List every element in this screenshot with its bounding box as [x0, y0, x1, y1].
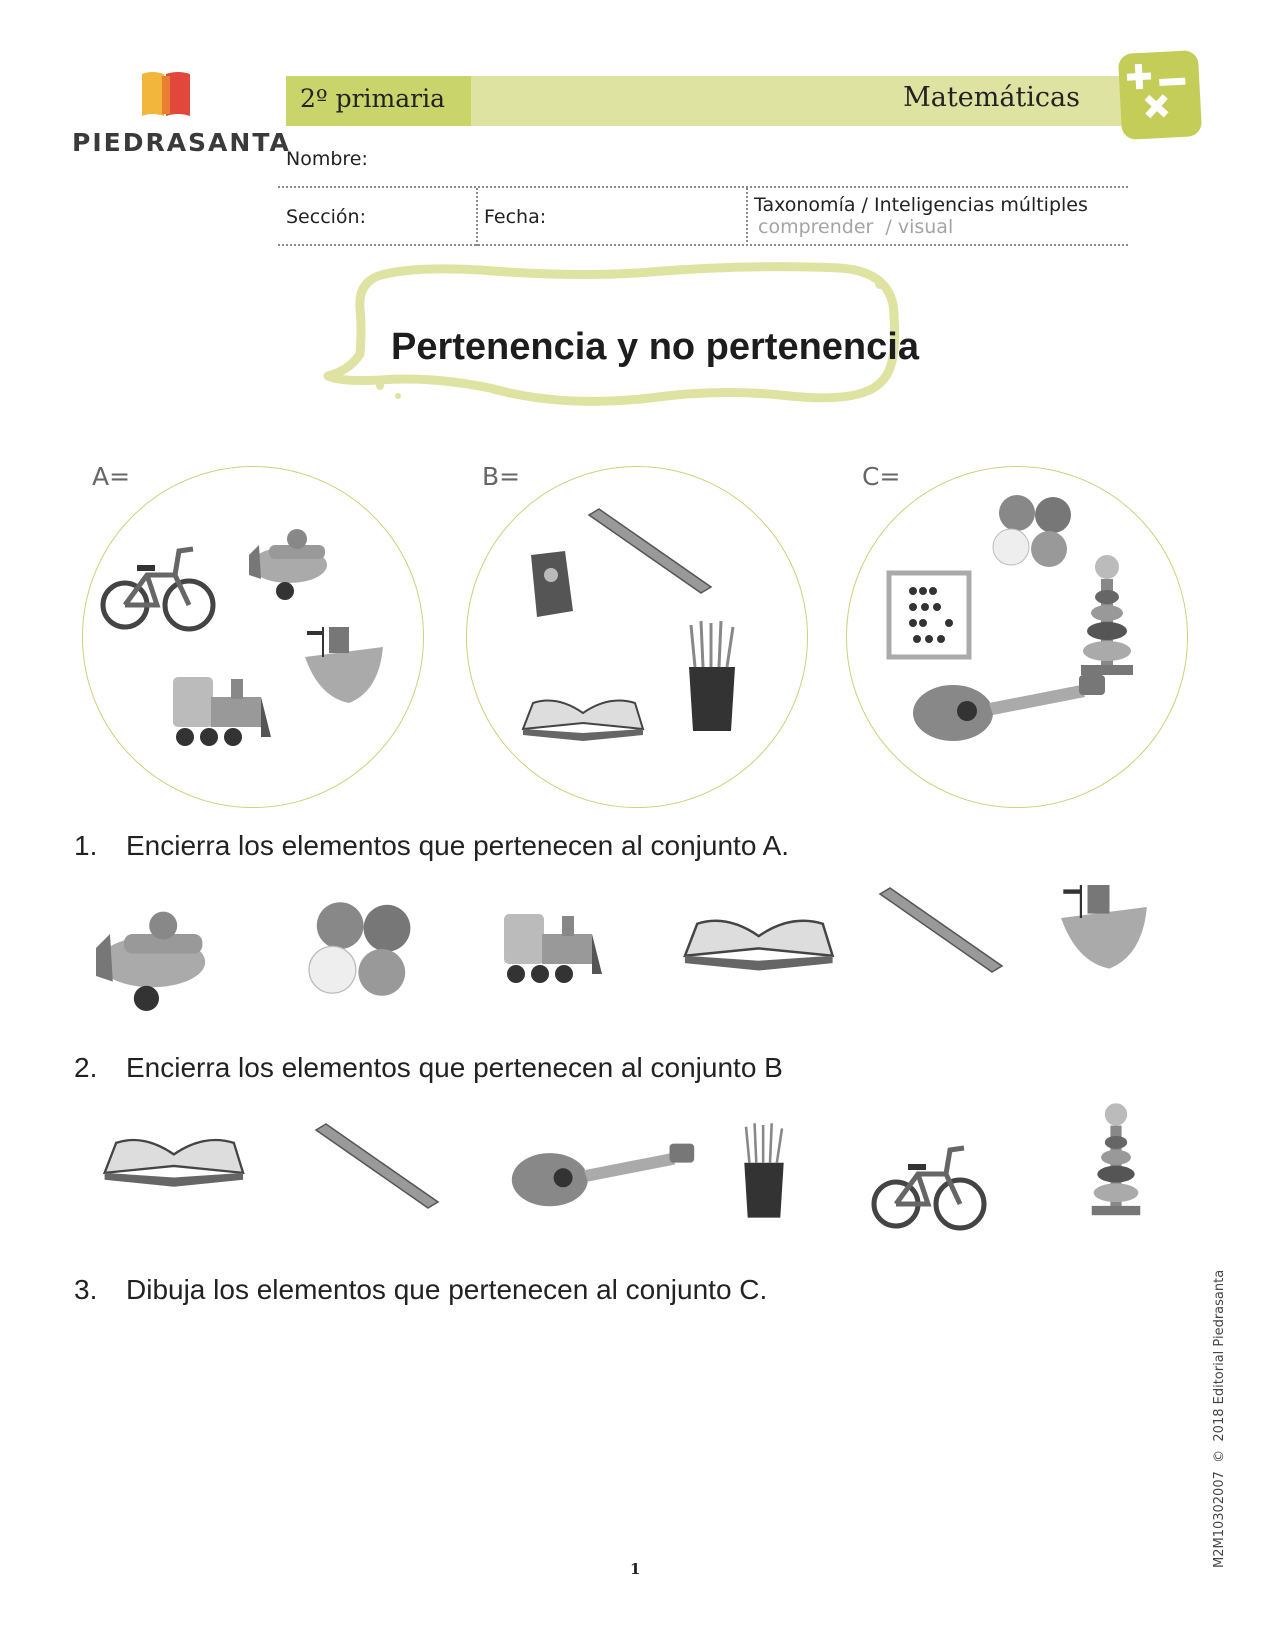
- subject-label: Matemáticas: [903, 82, 1080, 113]
- set-b-label: B=: [482, 462, 521, 491]
- option-paint-pots[interactable]: [296, 894, 436, 1024]
- option-guitar[interactable]: [508, 1136, 648, 1266]
- question-number: 3.: [74, 1274, 98, 1305]
- grade-label: 2º primaria: [300, 84, 446, 113]
- set-a-label: A=: [92, 462, 131, 491]
- operations-badge: [1118, 50, 1202, 140]
- ruler-icon: [312, 1122, 442, 1212]
- airplane-icon: [239, 515, 339, 605]
- bicycle-icon: [97, 537, 217, 637]
- book-icon: [519, 687, 649, 747]
- question-2: [74, 1052, 783, 1084]
- page-title: Pertenencia y no pertenencia: [391, 326, 919, 368]
- question-1: [74, 830, 789, 862]
- taxonomy-value: comprender / visual: [758, 216, 954, 238]
- taxonomy-label: Taxonomía / Inteligencias múltiples: [754, 194, 1088, 216]
- name-label: Nombre:: [286, 148, 368, 170]
- ruler-icon: [585, 507, 715, 597]
- pencil-cup-icon: [734, 1118, 794, 1228]
- question-text: Encierra los elementos que pertenecen al conjunto B: [126, 1052, 783, 1083]
- option-airplane[interactable]: [82, 890, 222, 1020]
- boat-icon: [1054, 874, 1154, 984]
- section-label: Sección:: [286, 206, 366, 228]
- set-a-circle: [82, 466, 424, 808]
- set-b-circle: [466, 466, 808, 808]
- option-pencil-cup[interactable]: [734, 1118, 874, 1248]
- paint-pots-icon: [983, 491, 1083, 571]
- sharpener-icon: [521, 545, 581, 625]
- question-text: Dibuja los elementos que pertenecen al conjunto C.: [126, 1274, 768, 1305]
- option-book[interactable]: [100, 1124, 240, 1254]
- book-icon: [100, 1124, 250, 1194]
- option-ruler[interactable]: [876, 886, 1016, 1016]
- book-logo-icon: [140, 68, 192, 120]
- name-input[interactable]: [380, 140, 1120, 180]
- date-input[interactable]: [552, 196, 742, 240]
- ring-stacker-icon: [1088, 1100, 1144, 1224]
- book-icon: [680, 904, 840, 978]
- brand-name: PIEDRASANTA: [72, 128, 291, 157]
- question-number: 2.: [74, 1052, 98, 1083]
- pencil-cup-icon: [677, 619, 747, 739]
- divider: [476, 188, 478, 246]
- train-icon: [165, 667, 275, 757]
- option-ring-stacker[interactable]: [1088, 1100, 1228, 1230]
- boat-icon: [299, 617, 389, 717]
- question-text: Encierra los elementos que pertenecen al conjunto A.: [126, 830, 790, 861]
- option-boat[interactable]: [1054, 874, 1194, 1004]
- airplane-icon: [82, 890, 222, 1020]
- drawing-area[interactable]: [74, 1320, 1154, 1540]
- train-icon: [496, 904, 606, 994]
- divider: [278, 244, 1128, 246]
- bicycle-icon: [868, 1136, 988, 1236]
- question-3: [74, 1274, 767, 1306]
- abacus-icon: [883, 567, 983, 667]
- plus-minus-times-icon: [1118, 50, 1202, 140]
- brand-logo: [140, 68, 192, 120]
- ruler-icon: [876, 886, 1006, 976]
- date-label: Fecha:: [484, 206, 547, 228]
- option-ruler[interactable]: [312, 1122, 452, 1252]
- question-number: 1.: [74, 830, 98, 861]
- divider: [746, 188, 748, 246]
- section-input[interactable]: [372, 196, 472, 240]
- option-book[interactable]: [680, 904, 820, 1034]
- divider: [278, 186, 1128, 188]
- guitar-icon: [508, 1136, 698, 1212]
- page-number: 1: [630, 1560, 641, 1578]
- option-bicycle[interactable]: [868, 1136, 1008, 1266]
- ring-stacker-icon: [1077, 553, 1137, 683]
- option-train[interactable]: [496, 904, 636, 1034]
- guitar-icon: [909, 667, 1109, 747]
- footer-code: M2M10302007 © 2018 Editorial Piedrasanta: [1212, 1269, 1227, 1568]
- set-c-circle: [846, 466, 1188, 808]
- paint-pots-icon: [296, 894, 426, 1004]
- set-c-label: C=: [862, 462, 901, 491]
